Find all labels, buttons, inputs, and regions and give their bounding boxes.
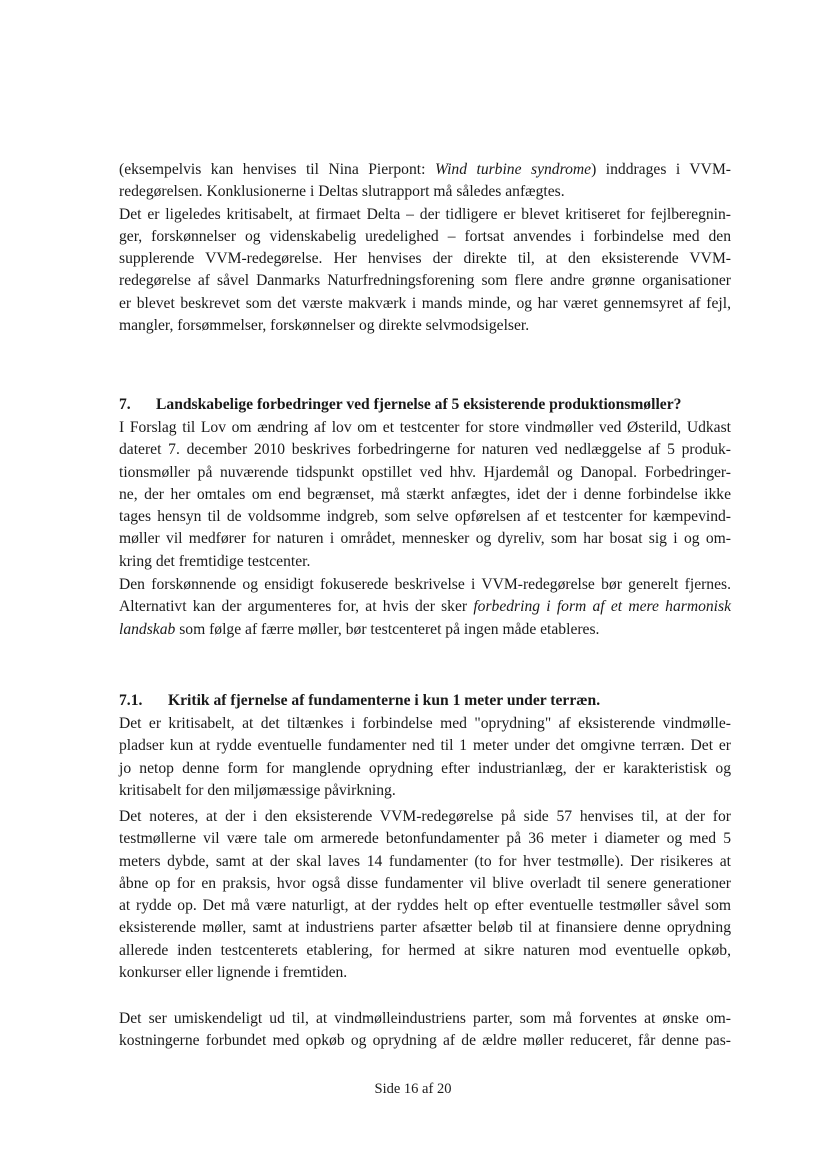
text-line: at rydde op. Det må være naturligt, at der ryddes helt op efter eventuelle testmøller såvel som [119,897,731,915]
text-line: pladser kun at rydde eventuelle fundamenter ned til 1 meter under det omgivne terræn. Det er [119,737,731,755]
section-title: Landskabelige forbedringer ved fjernelse af 5 eksisterende produktionsmøller? [156,396,682,413]
text-line: redegørelsen. Konklusionerne i Deltas slutrapport må således anfægtes. [119,183,565,201]
intro-paragraph [119,159,731,337]
section-7-1-paragraph-1 [119,713,731,802]
section-7-1-paragraph-2 [119,806,731,984]
text-line: kritisabelt for den miljømæssige påvirkning. [119,781,396,799]
text-line: ger, forskønnelser og videnskabelig uredelighed – fortsat anvendes i forbindelse med den [119,227,731,245]
text-line: Det er kritisabelt, at det tiltænkes i forbindelse med "oprydning" af eksisterende vindmølle- [119,715,731,732]
text-line: supplerende VVM-redegørelse. Her henvises der direkte til, at den eksisterende VVM- [119,250,731,268]
text-line: åbne op for en praksis, hvor også disse fundamenter vil blive overladt til senere generationer [119,874,731,892]
text-line: Det noteres, at der i den eksisterende VVM-redegørelse på side 57 henvises til, at der for [119,808,731,825]
text-line: redegørelse af såvel Danmarks Naturfredningsforening som flere andre grønne organisationer [119,272,731,290]
text-line: landskab som følge af færre møller, bør testcenteret på ingen måde etableres. [119,620,600,638]
text-line: dateret 7. december 2010 beskrives forbedringerne for naturen ved nedlæggelse af 5 produk- [119,441,731,459]
text-line: møller vil medfører for naturen i området, mennesker og dyreliv, som har bosat sig i og om- [119,530,731,548]
emphasis-text: landskab [119,620,176,638]
emphasis-text: Wind turbine syndrome [434,161,592,178]
section-heading-7 [119,394,731,416]
text-line: allerede inden testcenterets etablering, for hermed at sikre naturen mod eventuelle opkøb, [119,941,731,959]
text-line: I Forslag til Lov om ændring af lov om et testcenter for store vindmøller ved Østerild, Udkast [119,419,731,436]
text-line: testmøllerne vil være tale om armerede betonfundamenter på 36 meter i diameter og med 5 [119,830,731,848]
page-number-footer: Side 16 af 20 [374,1081,452,1097]
section-number: 7. [119,396,131,413]
text-line: tages hensyn til de voldsomme indgreb, som selve opførelsen af et testcenter for kæmpevind- [119,508,731,526]
text-line: (eksempelvis kan henvises til Nina Pierpont: Wind turbine syndrome) inddrages i VVM- [119,161,731,178]
text-line: Den forskønnende og ensidigt fokuserede beskrivelse i VVM-redegørelse bør generelt fjernes. [119,576,731,593]
section-7-1-paragraph-3 [119,1008,731,1053]
text-line: jo netop denne form for manglende oprydning efter industrianlæg, der er karakteristisk og [119,759,731,777]
section-number: 7.1. [119,692,143,709]
text-line: ne, der her omtales om end begrænset, må stærkt anfægtes, idet der i denne forbindelse ikke [119,485,731,503]
text-line: mangler, forsømmelser, forskønnelser og direkte selvmodsigelser. [119,317,530,335]
text-line: kring det fremtidige testcenter. [119,552,311,570]
text-line: Alternativt kan der argumenteres for, at hvis der sker forbedring i form af et mere harmonisk [119,598,731,616]
section-title: Kritik af fjernelse af fundamenterne i kun 1 meter under terræn. [168,692,601,709]
text-line: meters dybde, samt at der skal laves 14 fundamenter (to for hver testmølle). Der risikeres at [119,852,731,870]
text-line: eksisterende møller, samt at industriens parter afsætter beløb til at finansiere denne oprydning [119,919,731,937]
section-7-paragraph-1 [119,417,731,573]
text-line: Det ser umiskendeligt ud til, at vindmølleindustriens parter, som må forventes at ønske om- [119,1010,731,1027]
section-7-paragraph-2 [119,574,731,641]
emphasis-text: forbedring i form af et mere harmonisk [473,598,731,616]
text-line: konkurser eller lignende i fremtiden. [119,964,348,982]
text-line: tionsmøller på nuværende tidspunkt opstillet ved hhv. Hjardemål og Danopal. Forbedringer- [119,463,731,481]
text-line: Det er ligeledes kritisabelt, at firmaet Delta – der tidligere er blevet kritiseret for fejlberegnin- [119,205,731,223]
text-line: kostningerne forbundet med opkøb og oprydning af de ældre møller reduceret, får denne pas- [119,1032,731,1050]
text-line: er blevet beskrevet som det værste makværk i mands minde, og har været gennemsyret af fejl, [119,294,731,312]
section-heading-7-1 [119,690,731,712]
